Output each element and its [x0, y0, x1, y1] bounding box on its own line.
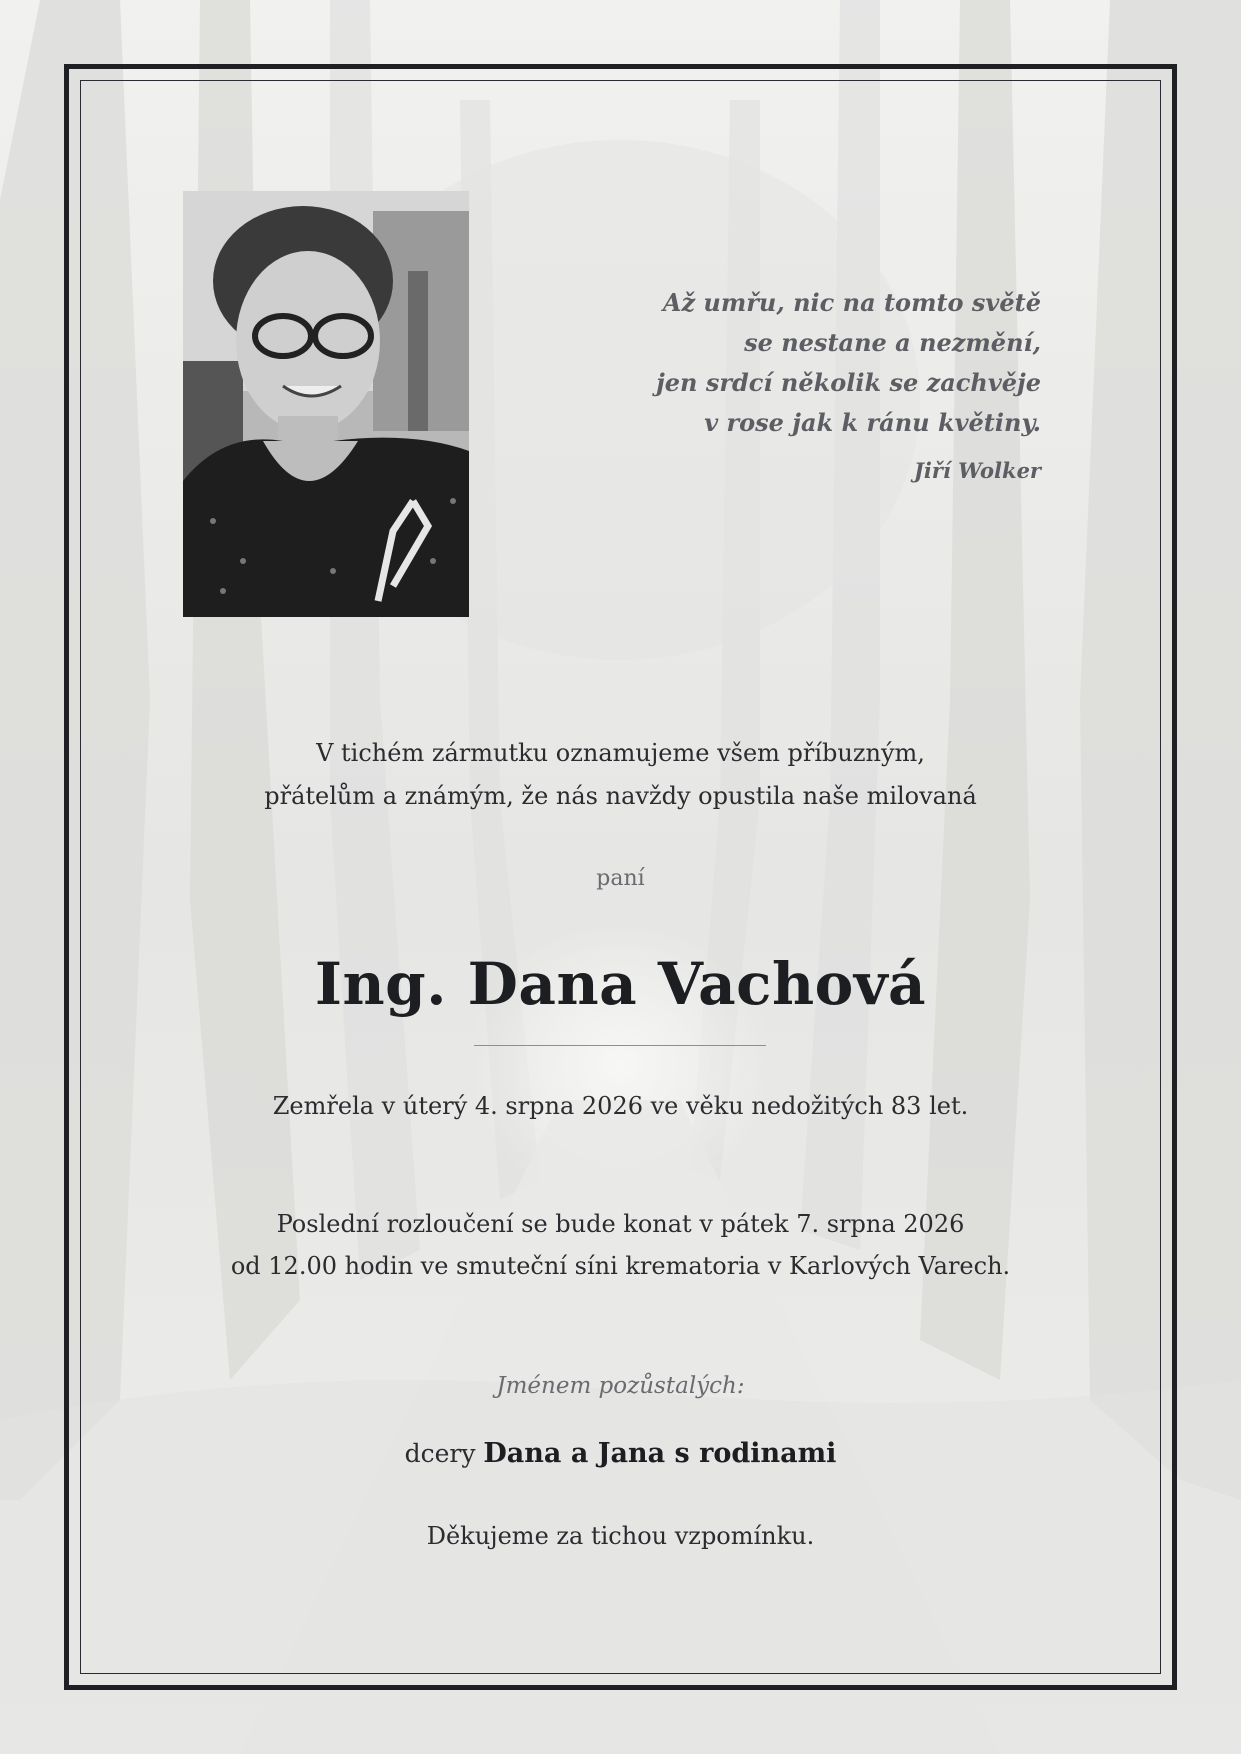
- portrait-photo: [183, 191, 469, 617]
- funeral-line: Poslední rozloučení se bude konat v pátek 7. srpna 2026: [276, 1210, 965, 1238]
- funeral-line: od 12.00 hodin ve smuteční síni krematoria v Karlových Varech.: [230, 1252, 1011, 1280]
- family-signature: [80, 1438, 1161, 1469]
- family-names: Dana a Jana s rodinami: [483, 1438, 837, 1469]
- funeral-details: [80, 1203, 1161, 1287]
- announcement-line: V tichém zármutku oznamujeme všem příbuzným,: [316, 739, 925, 767]
- death-notice: Zemřela v úterý 4. srpna 2026 ve věku nedožitých 83 let.: [272, 1092, 969, 1120]
- salutation: paní: [596, 866, 645, 891]
- poem-line: v rose jak k ránu květiny.: [704, 408, 1041, 437]
- divider: [474, 1045, 766, 1046]
- poem-line: se nestane a nezmění,: [744, 328, 1041, 357]
- portrait-photo-icon: [183, 191, 469, 617]
- on-behalf-label: Jménem pozůstalých:: [496, 1373, 745, 1399]
- poem-line: Až umřu, nic na tomto světě: [662, 288, 1041, 317]
- deceased-name: Ing. Dana Vachová: [314, 950, 927, 1018]
- announcement-line: přátelům a známým, že nás navždy opustila naše milovaná: [264, 782, 977, 810]
- poem-line: jen srdcí několik se zachvěje: [656, 368, 1041, 397]
- family-prefix: dcery: [404, 1439, 476, 1468]
- poem-quote: [521, 283, 1041, 443]
- thanks-text: Děkujeme za tichou vzpomínku.: [426, 1522, 815, 1550]
- announcement-text: [80, 732, 1161, 818]
- poem-author: Jiří Wolker: [913, 458, 1041, 483]
